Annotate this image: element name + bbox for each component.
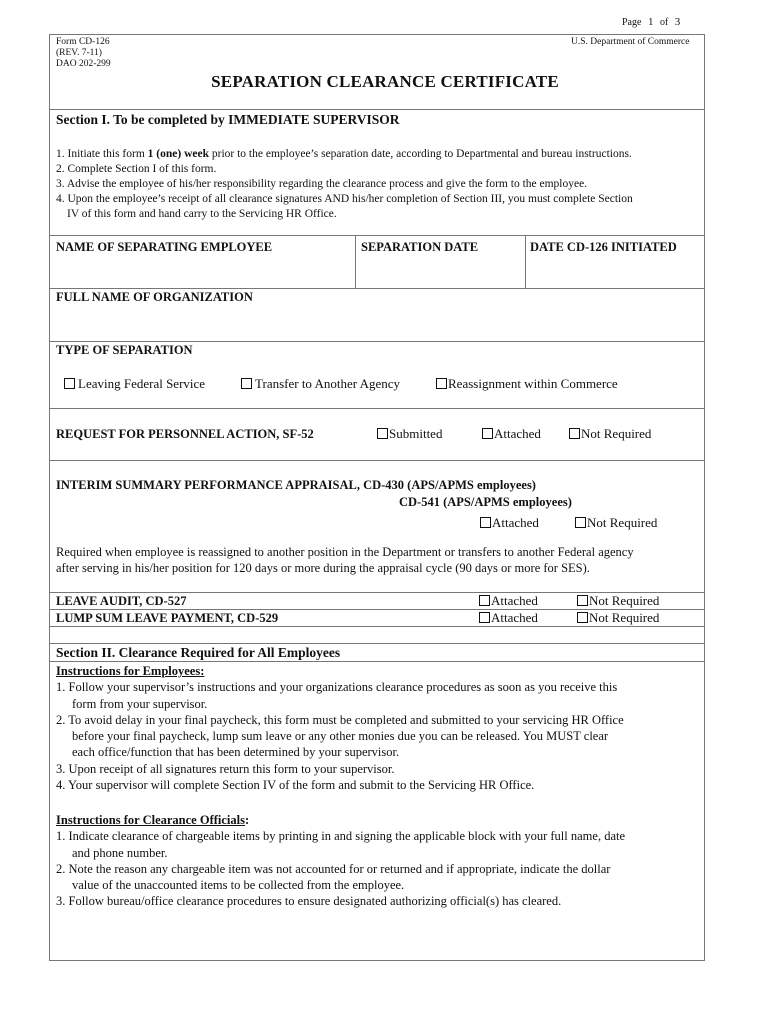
appraisal-option-attached[interactable] — [480, 515, 539, 531]
initiated-date-label: DATE CD-126 INITIATED — [530, 240, 677, 254]
checkbox[interactable] — [577, 595, 588, 606]
checkbox[interactable] — [241, 378, 252, 389]
instruction-item-cont: IV of this form and hand carry to the Servicing HR Office. — [67, 208, 337, 220]
official-instructions — [56, 812, 701, 910]
organization-label: FULL NAME OF ORGANIZATION — [56, 290, 253, 304]
instruction-item: 1. Follow your supervisor’s instructions and your organizations clearance procedures as soon as you receive this — [56, 680, 618, 695]
instruction-item: 3. Advise the employee of his/her responsibility regarding the clearance process and give the form to the employee. — [56, 178, 588, 190]
instruction-item-cont: value of the unaccounted items to be collected from the employee. — [72, 878, 405, 893]
heading-text: Instructions for Clearance Officials — [56, 813, 245, 827]
instruction-item: 4. Upon the employee’s receipt of all clearance signatures AND his/her completion of Section III, you must complete Section — [56, 193, 633, 205]
option-label: Not Required — [589, 593, 660, 608]
instruction-item: 3. Follow bureau/office clearance procedures to ensure designated authorizing official(s) has cleared. — [56, 894, 562, 909]
page-total: 3 — [674, 16, 681, 28]
checkbox[interactable] — [377, 428, 388, 439]
instruction-item: 2. Note the reason any chargeable item was not accounted for or returned and if appropriate, indicate the dollar — [56, 861, 611, 876]
checkbox[interactable] — [436, 378, 447, 389]
lump-option-not-required[interactable] — [577, 610, 659, 626]
separation-type-label: TYPE OF SEPARATION — [56, 343, 193, 357]
instruction-item — [56, 147, 701, 162]
divider — [49, 109, 705, 110]
option-label: Not Required — [589, 610, 660, 625]
instruction-item-cont: and phone number. — [72, 845, 168, 860]
employee-name-field[interactable] — [50, 256, 354, 287]
leave-option-not-required[interactable] — [577, 593, 659, 609]
checkbox[interactable] — [577, 612, 588, 623]
instruction-item: 2. Complete Section I of this form. — [56, 163, 217, 175]
checkbox[interactable] — [482, 428, 493, 439]
leave-audit-label: LEAVE AUDIT, CD-527 — [56, 594, 187, 608]
employee-name-label: NAME OF SEPARATING EMPLOYEE — [56, 240, 273, 254]
section1-instructions — [56, 147, 701, 222]
employee-instructions-heading: Instructions for Employees: — [56, 664, 205, 678]
instruction-text: 1. Initiate this form — [56, 148, 148, 160]
lump-sum-label: LUMP SUM LEAVE PAYMENT, CD-529 — [56, 611, 279, 625]
personnel-action-label: REQUEST FOR PERSONNEL ACTION, SF-52 — [56, 427, 314, 441]
option-attached[interactable] — [482, 426, 541, 442]
form-title: SEPARATION CLEARANCE CERTIFICATE — [211, 72, 559, 91]
appraisal-note-line: Required when employee is reassigned to another position in the Department or transfers to another Federal agency — [56, 545, 634, 559]
form-revision: (REV. 7-11) — [56, 48, 102, 58]
checkbox[interactable] — [480, 517, 491, 528]
initiated-date-field[interactable] — [526, 256, 704, 287]
option-leaving-federal-service[interactable] — [64, 376, 205, 392]
instruction-item: 3. Upon receipt of all signatures return this form to your supervisor. — [56, 761, 395, 776]
instruction-item-cont: each office/function that has been determined by your supervisor. — [72, 745, 400, 760]
divider — [49, 661, 705, 662]
option-label: Attached — [491, 593, 538, 608]
organization-field[interactable] — [50, 306, 704, 340]
employee-instructions — [56, 663, 701, 793]
lump-option-attached[interactable] — [479, 610, 538, 626]
instruction-text: prior to the employee’s separation date, according to Departmental and bureau instructions. — [209, 148, 632, 160]
leave-option-attached[interactable] — [479, 593, 538, 609]
divider — [49, 408, 705, 409]
option-label: Reassignment within Commerce — [448, 376, 618, 391]
section1-heading: Section I. To be completed by IMMEDIATE SUPERVISOR — [56, 112, 400, 127]
form-id: Form CD-126 — [56, 37, 110, 47]
checkbox[interactable] — [64, 378, 75, 389]
divider — [49, 460, 705, 461]
page-number: 1 — [647, 16, 654, 28]
appraisal-note-line: after serving in his/her position for 120 days or more during the appraisal cycle (90 days or more for SES). — [56, 561, 590, 575]
instruction-item-cont: before your final paycheck, lump sum leave or any other monies due you can be released. You MUST clear — [72, 729, 609, 744]
checkbox[interactable] — [479, 612, 490, 623]
department-name: U.S. Department of Commerce — [571, 37, 690, 47]
option-label: Submitted — [389, 426, 443, 441]
divider — [49, 288, 705, 289]
appraisal-label: INTERIM SUMMARY PERFORMANCE APPRAISAL, CD-430 (APS/APMS employees) — [56, 478, 536, 492]
divider — [49, 626, 705, 627]
separation-date-field[interactable] — [356, 256, 524, 287]
instruction-item: 1. Indicate clearance of chargeable items by printing in and signing the applicable block with your full name, date — [56, 829, 626, 844]
option-transfer-agency[interactable] — [241, 376, 400, 392]
option-submitted[interactable] — [377, 426, 442, 442]
official-instructions-heading — [56, 812, 701, 828]
instruction-emphasis: 1 (one) week — [147, 148, 209, 160]
option-label: Leaving Federal Service — [78, 376, 206, 391]
section2-heading: Section II. Clearance Required for All Employees — [56, 645, 341, 660]
option-label: Attached — [492, 515, 539, 530]
page-label: Page — [622, 17, 642, 28]
divider — [49, 643, 705, 644]
appraisal-option-not-required[interactable] — [575, 515, 657, 531]
option-label: Attached — [494, 426, 541, 441]
page-indicator — [622, 16, 684, 28]
option-not-required[interactable] — [569, 426, 651, 442]
instruction-item: 4. Your supervisor will complete Section IV of the form and submit to the Servicing HR Office. — [56, 778, 535, 793]
instruction-item-cont: form from your supervisor. — [72, 696, 208, 711]
option-label: Transfer to Another Agency — [255, 376, 401, 391]
heading-colon: : — [244, 813, 250, 827]
instruction-item: 2. To avoid delay in your final paycheck, this form must be completed and submitted to your servicing HR Office — [56, 712, 624, 727]
divider — [49, 341, 705, 342]
page-of: of — [659, 17, 669, 28]
checkbox[interactable] — [569, 428, 580, 439]
option-label: Attached — [491, 610, 538, 625]
appraisal-label-cd541: CD-541 (APS/APMS employees) — [399, 495, 572, 509]
option-label: Not Required — [587, 515, 658, 530]
option-label: Not Required — [581, 426, 652, 441]
separation-date-label: SEPARATION DATE — [361, 240, 479, 254]
checkbox[interactable] — [575, 517, 586, 528]
dao-number: DAO 202-299 — [56, 59, 111, 69]
checkbox[interactable] — [479, 595, 490, 606]
divider — [49, 235, 705, 236]
appraisal-note — [56, 544, 634, 576]
option-reassignment[interactable] — [436, 376, 618, 392]
